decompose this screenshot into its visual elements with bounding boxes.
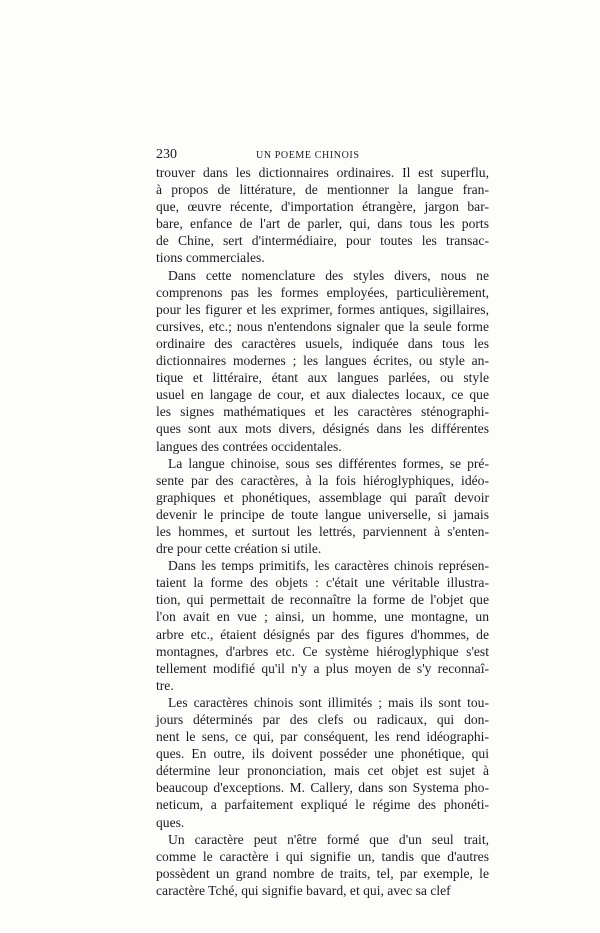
text-line: de Chine, sert d'intermédiaire, pour toutes les transac- xyxy=(156,233,489,249)
text-line: sente par des caractères, à la fois hiéroglyphiques, idéo- xyxy=(156,472,489,488)
text-line: comme le caractère i qui signifie un, tandis que d'autres xyxy=(156,848,489,864)
text-line: taient la forme des objets : c'était une véritable illustra- xyxy=(156,575,489,591)
text-line: comprenons pas les formes employées, particulièrement, xyxy=(156,284,489,300)
text-line: à propos de littérature, de mentionner la langue fran- xyxy=(156,182,489,198)
text-line: dre pour cette création si utile. xyxy=(156,541,322,557)
text-line: Un caractère peut n'être formé que d'un seul trait, xyxy=(168,831,489,847)
paragraph xyxy=(156,557,489,694)
text-line: langues des contrées occidentales. xyxy=(156,438,342,454)
text-line: bare, enfance de l'art de parler, qui, dans tous les ports xyxy=(156,216,489,232)
text-line: les hommes, et surtout les lettrés, parviennent à s'enten- xyxy=(156,523,489,539)
text-line: détermine leur prononciation, mais cet objet est sujet à xyxy=(156,763,489,779)
running-title: UN POEME CHINOIS xyxy=(256,150,360,161)
text-line: Dans les temps primitifs, les caractères chinois représen- xyxy=(168,558,489,574)
text-line: neticum, a parfaitement expliqué le régime des phonéti- xyxy=(156,797,489,813)
text-line: graphiques et phonétiques, assemblage qui paraît devoir xyxy=(156,489,489,505)
text-line: tique et littéraire, étant aux langues parlées, ou style xyxy=(156,370,489,386)
text-line: montagnes, d'arbres etc. Ce système hiéroglyphique s'est xyxy=(156,643,489,659)
text-line: devenir le principe de toute langue universelle, si jamais xyxy=(156,506,489,522)
text-line: possèdent un grand nombre de traits, tel, par exemple, le xyxy=(156,865,489,881)
text-line: Les caractères chinois sont illimités ; mais ils sont tou- xyxy=(168,694,489,710)
paragraph xyxy=(156,694,489,831)
text-line: les signes mathématiques et les caractères sténographi- xyxy=(156,404,489,420)
paragraph xyxy=(156,164,489,267)
text-line: trouver dans les dictionnaires ordinaires. Il est superflu, xyxy=(156,165,489,180)
text-line: jours déterminés par des clefs ou radicaux, qui don- xyxy=(156,712,489,727)
text-line: nent le sens, ce qui, par conséquent, les rend idéographi- xyxy=(156,729,489,745)
page-number: 230 xyxy=(156,147,177,162)
text-line: ques. En outre, ils doivent posséder une phonétique, qui xyxy=(156,746,489,762)
text-line: cursives, etc.; nous n'entendons signaler que la seule forme xyxy=(156,318,489,334)
body-text xyxy=(156,164,489,899)
text-line: pour les figurer et les exprimer, formes antiques, sigillaires, xyxy=(156,301,489,317)
text-line: que, œuvre récente, d'importation étrangère, jargon bar- xyxy=(156,199,489,215)
text-line: ques sont aux mots divers, désignés dans les différentes xyxy=(156,421,489,437)
text-line: dictionnaires modernes ; les langues écrites, ou style an- xyxy=(156,353,489,369)
text-line: tions commerciales. xyxy=(156,250,265,266)
paragraph xyxy=(156,831,489,899)
text-line: beaucoup d'exceptions. M. Callery, dans son Systema pho- xyxy=(156,780,489,796)
text-line: tion, qui permettait de reconnaître la forme de l'objet que xyxy=(156,592,489,608)
paragraph xyxy=(156,267,489,455)
text-line: usuel en langage de cour, et aux dialectes locaux, ce que xyxy=(156,387,489,403)
text-line: tre. xyxy=(156,677,174,693)
text-line: ordinaire des caractères usuels, indiquée dans tous les xyxy=(156,335,489,351)
text-line: l'on avait en vue ; ainsi, un homme, une montagne, un xyxy=(156,609,489,625)
page-header xyxy=(156,147,489,165)
text-line: ques. xyxy=(156,814,185,830)
text-line: tellement modifié qu'il n'y a plus moyen de s'y reconnaî- xyxy=(156,660,489,676)
text-line: La langue chinoise, sous ses différentes formes, se pré- xyxy=(168,455,489,471)
text-line: arbre etc., étaient désignés par des figures d'hommes, de xyxy=(156,626,489,642)
paragraph xyxy=(156,455,489,558)
text-line: caractère Tché, qui signifie bavard, et qui, avec sa clef xyxy=(156,882,451,898)
text-line: Dans cette nomenclature des styles divers, nous ne xyxy=(168,267,489,283)
